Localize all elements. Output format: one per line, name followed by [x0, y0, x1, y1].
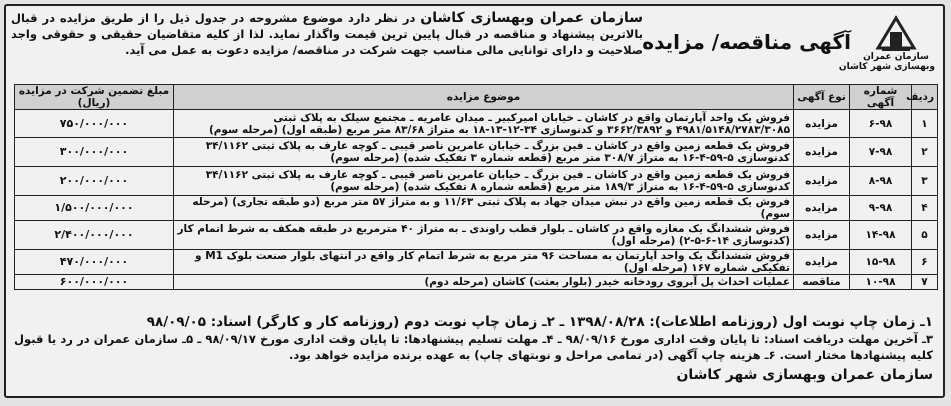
header-deposit: مبلغ تضمین شرکت در مزایده (ریال): [15, 85, 174, 110]
row-number: ۲: [912, 138, 938, 167]
intro-paragraph: [11, 10, 643, 58]
advertisement-frame: [4, 4, 945, 398]
ad-number: ۱۴-۹۸: [850, 221, 912, 250]
ad-type: مزایده: [794, 250, 850, 275]
ad-type: مزایده: [794, 110, 850, 138]
ad-number: ۱۰-۹۸: [850, 275, 912, 290]
table-row: [15, 221, 938, 250]
subject: فروش ششدانگ یک مغازه واقع در کاشان ـ بلوار قطب راوندی ـ به متراژ ۴۰ مترمربع در طبقه همکف به شرط اتمام کار (کدنوسازی ۱۴-۶-۵-۲) (مرحله اول): [174, 221, 794, 250]
table-row: [15, 138, 938, 167]
subject: فروش یک قطعه زمین واقع در نبش میدان جهاد به پلاک ثبتی ۱۱/۶۳ و به متراژ ۵۷ متر مربع (دو طبقه تجاری) (مرحله سوم): [174, 196, 794, 221]
deposit: ۲/۴۰۰/۰۰۰/۰۰۰: [15, 221, 174, 250]
row-number: ۶: [912, 250, 938, 275]
ad-number: ۷-۹۸: [850, 138, 912, 167]
header-subject: موضوع مزایده: [174, 85, 794, 110]
publication-dates-line: ۱ـ زمان چاپ نوبت اول (روزنامه اطلاعات): ۱۳۹۸/۰۸/۲۸ ـ ۲ـ زمان چاپ نوبت دوم (روزنامه کار و کارگر) اسناد: ۹۸/۰۹/۰۵: [146, 314, 933, 330]
notes-section: [14, 313, 933, 385]
subject: فروش یک واحد آپارتمان واقع در کاشان ـ خیابان امیرکبیر ـ میدان عامریه ـ مجتمع سیلک به پلاک ثبتی ۴۹۸۱/۵۱۴۸/۲۷۸۳/۳۰۸۵ و ۳۶۶۲/۳۸۹۲ و کدنوسازی ۳۴-۱۲-۱۳-۱۸ به متراژ ۸۳/۶۸ متر مربع (طبقه اول) (مرحله سوم): [174, 110, 794, 138]
table-row: [15, 275, 938, 290]
header-row-number: ردیف: [912, 85, 938, 110]
table-row: [15, 110, 938, 138]
tenders-table: [14, 84, 938, 290]
deposit: ۶۰۰/۰۰۰/۰۰۰: [15, 275, 174, 290]
row-number: ۴: [912, 196, 938, 221]
header-ad-number: شماره آگهی: [850, 85, 912, 110]
row-number: ۵: [912, 221, 938, 250]
row-number: ۳: [912, 167, 938, 196]
ad-number: ۹-۹۸: [850, 196, 912, 221]
header-ad-type: نوع آگهی: [794, 85, 850, 110]
footer-organization: سازمان عمران وبهسازی شهر کاشان: [676, 367, 933, 383]
intro-text: در نظر دارد موضوع مشروحه در جدول ذیل را از طریق مزایده در قبال بالاترین پیشنهاد و مناقصه در قبال پایین ترین قیمت واگذار نماید. لذا از کلیه متقاضیان حقیقی و حقوقی واجد صلاحیت و دارای توانایی مالی مناسب جهت شرکت در مناقصه/ مزایده دعوت به عمل می آید.: [11, 11, 643, 57]
deadlines-line: ۳ـ آخرین مهلت دریافت اسناد: تا پایان وقت اداری مورخ ۹۸/۰۹/۱۶ ـ ۴ـ مهلت تسلیم پیشنهادها: تا پایان وقت اداری مورخ ۹۸/۰۹/۱۷ ـ ۵ـ سازمان عمران در رد یا قبول کلیه پیشنهادها مختار است. ۶ـ هزینه چاپ آگهی (در تمامی مراحل و نوبتهای چاپ) به عهده برنده مزایده خواهد بود.: [14, 332, 933, 362]
table-row: [15, 250, 938, 275]
table-header-row: [15, 85, 938, 110]
deposit: ۳۰۰/۰۰۰/۰۰۰: [15, 138, 174, 167]
ad-header: [6, 6, 943, 86]
table-row: [15, 196, 938, 221]
building-logo-icon: [874, 14, 918, 52]
subject: فروش یک قطعه زمین واقع در کاشان ـ فین بزرگ ـ خیابان عامرین ناصر قیبی ـ کوچه عارف به پلاک ثبتی ۳۴/۱۱۶۲ کدنوسازی ۵-۵۹-۴-۱۶ به متراژ ۳۰۸/۷ متر مربع (قطعه شماره ۳ تفکیک شده) (مرحله سوم): [174, 138, 794, 167]
ad-title: آگهی مناقصه/ مزایده: [642, 30, 851, 54]
deposit: ۲۰۰/۰۰۰/۰۰۰: [15, 167, 174, 196]
deposit: ۱/۵۰۰/۰۰۰/۰۰۰: [15, 196, 174, 221]
ad-number: ۸-۹۸: [850, 167, 912, 196]
logo-line-2: وبهسازی شهر کاشان: [838, 62, 935, 72]
deposit: ۴۷۰/۰۰۰/۰۰۰: [15, 250, 174, 275]
table-row: [15, 167, 938, 196]
subject: فروش یک قطعه زمین واقع در کاشان ـ فین بزرگ ـ خیابان عامرین ناصر قیبی ـ کوچه عارف به پلاک ثبتی ۳۴/۱۱۶۲ کدنوسازی ۵-۵۹-۴-۱۶ به متراژ ۱۸۹/۳ متر مربع (قطعه شماره ۸ تفکیک شده) (مرحله سوم): [174, 167, 794, 196]
logo-line-1: سازمان عمران: [863, 52, 929, 62]
ad-type: مزایده: [794, 221, 850, 250]
ad-number: ۱۵-۹۸: [850, 250, 912, 275]
ad-type: مناقصه: [794, 275, 850, 290]
organization-logo: [838, 14, 935, 78]
ad-type: مزایده: [794, 167, 850, 196]
row-number: ۱: [912, 110, 938, 138]
ad-number: ۶-۹۸: [850, 110, 912, 138]
intro-organization: سازمان عمران وبهسازی کاشان: [420, 10, 643, 26]
ad-type: مزایده: [794, 138, 850, 167]
deposit: ۷۵۰/۰۰۰/۰۰۰: [15, 110, 174, 138]
ad-type: مزایده: [794, 196, 850, 221]
subject: عملیات احداث پل آبروی رودخانه خیدر (بلوار بعثت) کاشان (مرحله دوم): [174, 275, 794, 290]
row-number: ۷: [912, 275, 938, 290]
subject: فروش ششدانگ یک واحد آپارتمان به مساحت ۹۶ متر مربع به شرط اتمام کار واقع در انتهای بلوار صنعت بلوک M1 و تفکیکی شماره ۱۶۷ (مرحله اول): [174, 250, 794, 275]
